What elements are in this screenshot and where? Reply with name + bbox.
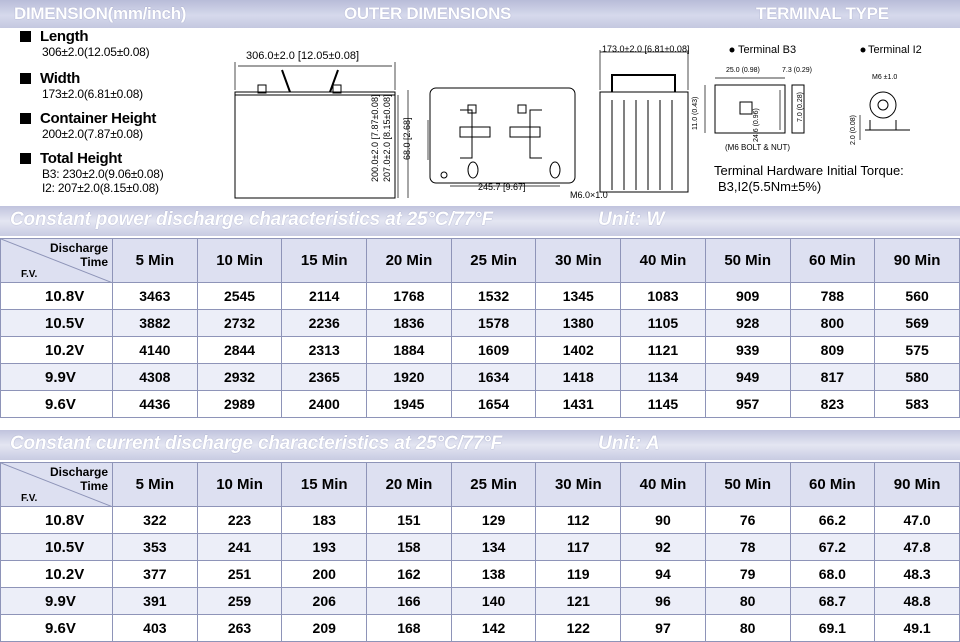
battery-front-view (600, 92, 688, 192)
value-cell: 2400 (282, 391, 367, 418)
table-corner-header (1, 463, 113, 507)
i2-depth-dimension: 2.0 (0.08) (850, 115, 857, 145)
value-cell: 560 (875, 283, 960, 310)
value-cell: 80 (705, 588, 790, 615)
discharge-label: Discharge (49, 241, 108, 255)
value-cell: 823 (790, 391, 875, 418)
column-header: 60 Min (790, 239, 875, 283)
bullet-square-icon (20, 153, 31, 164)
value-cell: 92 (621, 534, 706, 561)
column-header: 20 Min (367, 463, 452, 507)
table-row (1, 283, 960, 310)
spec-total-height (20, 150, 164, 195)
column-header: 15 Min (282, 239, 367, 283)
column-header: 5 Min (113, 463, 198, 507)
table-row (1, 391, 960, 418)
value-cell: 2989 (197, 391, 282, 418)
value-cell: 1634 (451, 364, 536, 391)
value-cell: 206 (282, 588, 367, 615)
spec-value: 200±2.0(7.87±0.08) (42, 127, 143, 141)
value-cell: 1768 (367, 283, 452, 310)
table-row (1, 310, 960, 337)
value-cell: 158 (367, 534, 452, 561)
value-cell: 129 (451, 507, 536, 534)
value-cell: 48.3 (875, 561, 960, 588)
battery-top-view (430, 88, 575, 183)
value-cell: 259 (197, 588, 282, 615)
value-cell: 2313 (282, 337, 367, 364)
value-cell: 117 (536, 534, 621, 561)
value-cell: 569 (875, 310, 960, 337)
value-cell: 96 (621, 588, 706, 615)
value-cell: 1532 (451, 283, 536, 310)
value-cell: 4308 (113, 364, 198, 391)
spec-container-height (20, 110, 156, 141)
value-cell: 121 (536, 588, 621, 615)
bullet-square-icon (20, 113, 31, 124)
column-header: 30 Min (536, 463, 621, 507)
value-cell: 4436 (113, 391, 198, 418)
battery-dimension-drawing (220, 30, 960, 205)
spec-value: 306±2.0(12.05±0.08) (42, 45, 150, 59)
value-cell: 79 (705, 561, 790, 588)
outer-dimensions-label: OUTER DIMENSIONS (344, 4, 512, 23)
value-cell: 140 (451, 588, 536, 615)
width-dimension: 173.0±2.0 [6.81±0.08] (602, 44, 690, 54)
table-row (1, 337, 960, 364)
fv-cell: 10.8V (1, 507, 113, 534)
bolt-dimension: M6.0×1.0 (570, 190, 608, 200)
height-dimension-2: 207.0±2.0 [8.15±0.08] (382, 94, 392, 182)
terminal-b3-label: Terminal B3 (738, 44, 797, 56)
value-cell: 97 (621, 615, 706, 642)
value-cell: 788 (790, 283, 875, 310)
spec-value: B3: 230±2.0(9.06±0.08) (42, 167, 164, 181)
value-cell: 134 (451, 534, 536, 561)
value-cell: 957 (705, 391, 790, 418)
fv-cell: 9.9V (1, 588, 113, 615)
value-cell: 1121 (621, 337, 706, 364)
value-cell: 193 (282, 534, 367, 561)
power-section-unit: Unit: W (598, 209, 665, 230)
value-cell: 377 (113, 561, 198, 588)
fv-label: F.V. (21, 493, 38, 504)
value-cell: 47.8 (875, 534, 960, 561)
value-cell: 809 (790, 337, 875, 364)
value-cell: 68.0 (790, 561, 875, 588)
column-header: 40 Min (621, 463, 706, 507)
fv-label: F.V. (21, 269, 38, 280)
column-header: 10 Min (197, 239, 282, 283)
header-bar (0, 0, 960, 28)
value-cell: 1418 (536, 364, 621, 391)
value-cell: 200 (282, 561, 367, 588)
value-cell: 151 (367, 507, 452, 534)
bullet-square-icon (20, 73, 31, 84)
value-cell: 162 (367, 561, 452, 588)
value-cell: 48.8 (875, 588, 960, 615)
value-cell: 2844 (197, 337, 282, 364)
terminal-type-label: TERMINAL TYPE (756, 4, 889, 23)
value-cell: 1380 (536, 310, 621, 337)
spec-name: Container Height (40, 110, 157, 127)
table-row (1, 588, 960, 615)
column-header: 40 Min (621, 239, 706, 283)
fv-cell: 10.2V (1, 561, 113, 588)
value-cell: 4140 (113, 337, 198, 364)
value-cell: 580 (875, 364, 960, 391)
value-cell: 2365 (282, 364, 367, 391)
value-cell: 3463 (113, 283, 198, 310)
value-cell: 78 (705, 534, 790, 561)
fv-cell: 9.6V (1, 615, 113, 642)
value-cell: 2932 (197, 364, 282, 391)
column-header: 30 Min (536, 239, 621, 283)
current-section-unit: Unit: A (598, 433, 660, 454)
value-cell: 49.1 (875, 615, 960, 642)
value-cell: 90 (621, 507, 706, 534)
torque-line-1: Terminal Hardware Initial Torque: (714, 163, 904, 178)
column-header: 25 Min (451, 463, 536, 507)
b3-hole-dimension: 24.6 (0.96) (753, 108, 760, 142)
bullet-square-icon (20, 31, 31, 42)
value-cell: 80 (705, 615, 790, 642)
terminal-height-dimension: 68.0 [2.68] (402, 117, 412, 160)
value-cell: 67.2 (790, 534, 875, 561)
column-header: 5 Min (113, 239, 198, 283)
table-row (1, 364, 960, 391)
value-cell: 119 (536, 561, 621, 588)
value-cell: 928 (705, 310, 790, 337)
b3-width-dimension: 25.0 (0.98) (726, 67, 760, 74)
current-section-header (0, 430, 960, 460)
value-cell: 575 (875, 337, 960, 364)
fv-cell: 10.2V (1, 337, 113, 364)
value-cell: 403 (113, 615, 198, 642)
value-cell: 1134 (621, 364, 706, 391)
value-cell: 2732 (197, 310, 282, 337)
value-cell: 47.0 (875, 507, 960, 534)
dimension-label: DIMENSION(mm/inch) (14, 4, 187, 23)
power-section-header (0, 206, 960, 236)
value-cell: 353 (113, 534, 198, 561)
value-cell: 1402 (536, 337, 621, 364)
value-cell: 1945 (367, 391, 452, 418)
b3-offset-dimension: 7.3 (0.29) (782, 67, 812, 74)
value-cell: 166 (367, 588, 452, 615)
length-dimension: 306.0±2.0 [12.05±0.08] (246, 50, 359, 62)
value-cell: 1920 (367, 364, 452, 391)
fv-cell: 10.8V (1, 283, 113, 310)
height-dimension-1: 200.0±2.0 [7.87±0.08] (370, 94, 380, 182)
spec-name: Width (40, 70, 81, 87)
value-cell: 2236 (282, 310, 367, 337)
b3-height-dimension: 11.0 (0.43) (692, 96, 699, 130)
value-cell: 94 (621, 561, 706, 588)
column-header: 10 Min (197, 463, 282, 507)
fv-cell: 10.5V (1, 534, 113, 561)
value-cell: 168 (367, 615, 452, 642)
value-cell: 112 (536, 507, 621, 534)
value-cell: 68.7 (790, 588, 875, 615)
column-header: 60 Min (790, 463, 875, 507)
value-cell: 183 (282, 507, 367, 534)
value-cell: 223 (197, 507, 282, 534)
b3-thickness-dimension: 7.0 (0.28) (797, 92, 804, 122)
value-cell: 583 (875, 391, 960, 418)
value-cell: 949 (705, 364, 790, 391)
value-cell: 66.2 (790, 507, 875, 534)
table-row (1, 534, 960, 561)
value-cell: 76 (705, 507, 790, 534)
table-row (1, 615, 960, 642)
value-cell: 1145 (621, 391, 706, 418)
time-label: Time (80, 479, 108, 493)
value-cell: 1578 (451, 310, 536, 337)
value-cell: 251 (197, 561, 282, 588)
value-cell: 1083 (621, 283, 706, 310)
fv-cell: 10.5V (1, 310, 113, 337)
table-corner-header (1, 239, 113, 283)
power-section-title: Constant power discharge characteristics at 25°C/77°F (10, 209, 493, 230)
fv-cell: 9.9V (1, 364, 113, 391)
column-header: 20 Min (367, 239, 452, 283)
value-cell: 1836 (367, 310, 452, 337)
value-cell: 909 (705, 283, 790, 310)
value-cell: 2545 (197, 283, 282, 310)
column-header: 15 Min (282, 463, 367, 507)
value-cell: 1884 (367, 337, 452, 364)
power-discharge-table (0, 238, 960, 418)
value-cell: 122 (536, 615, 621, 642)
value-cell: 391 (113, 588, 198, 615)
value-cell: 2114 (282, 283, 367, 310)
column-header: 25 Min (451, 239, 536, 283)
value-cell: 800 (790, 310, 875, 337)
spec-length (20, 28, 149, 59)
column-header: 90 Min (875, 463, 960, 507)
current-discharge-table (0, 462, 960, 642)
i2-bolt-label: M6 ±1.0 (872, 74, 898, 81)
value-cell: 142 (451, 615, 536, 642)
spec-name: Length (40, 28, 89, 45)
discharge-label: Discharge (49, 465, 108, 479)
value-cell: 1105 (621, 310, 706, 337)
value-cell: 939 (705, 337, 790, 364)
column-header: 50 Min (705, 463, 790, 507)
torque-line-2: B3,I2(5.5Nm±5%) (718, 179, 822, 194)
spec-value: 173±2.0(6.81±0.08) (42, 87, 143, 101)
value-cell: 1654 (451, 391, 536, 418)
value-cell: 322 (113, 507, 198, 534)
value-cell: 263 (197, 615, 282, 642)
table-row (1, 507, 960, 534)
current-section-title: Constant current discharge characteristics at 25°C/77°F (10, 433, 503, 454)
value-cell: 817 (790, 364, 875, 391)
spec-width (20, 70, 143, 101)
terminal-spacing-dimension: 245.7 [9.67] (478, 182, 526, 192)
column-header: 50 Min (705, 239, 790, 283)
column-header: 90 Min (875, 239, 960, 283)
value-cell: 69.1 (790, 615, 875, 642)
time-label: Time (80, 255, 108, 269)
b3-bolt-label: (M6 BOLT & NUT) (725, 143, 791, 152)
terminal-b3-drawing (715, 85, 785, 133)
spec-name: Total Height (40, 150, 122, 167)
value-cell: 1431 (536, 391, 621, 418)
value-cell: 138 (451, 561, 536, 588)
terminal-i2-drawing (870, 92, 896, 118)
value-cell: 209 (282, 615, 367, 642)
spec-value: I2: 207±2.0(8.15±0.08) (42, 181, 159, 195)
fv-cell: 9.6V (1, 391, 113, 418)
value-cell: 3882 (113, 310, 198, 337)
terminal-i2-label: Terminal I2 (868, 44, 922, 56)
table-row (1, 561, 960, 588)
value-cell: 241 (197, 534, 282, 561)
value-cell: 1609 (451, 337, 536, 364)
value-cell: 1345 (536, 283, 621, 310)
